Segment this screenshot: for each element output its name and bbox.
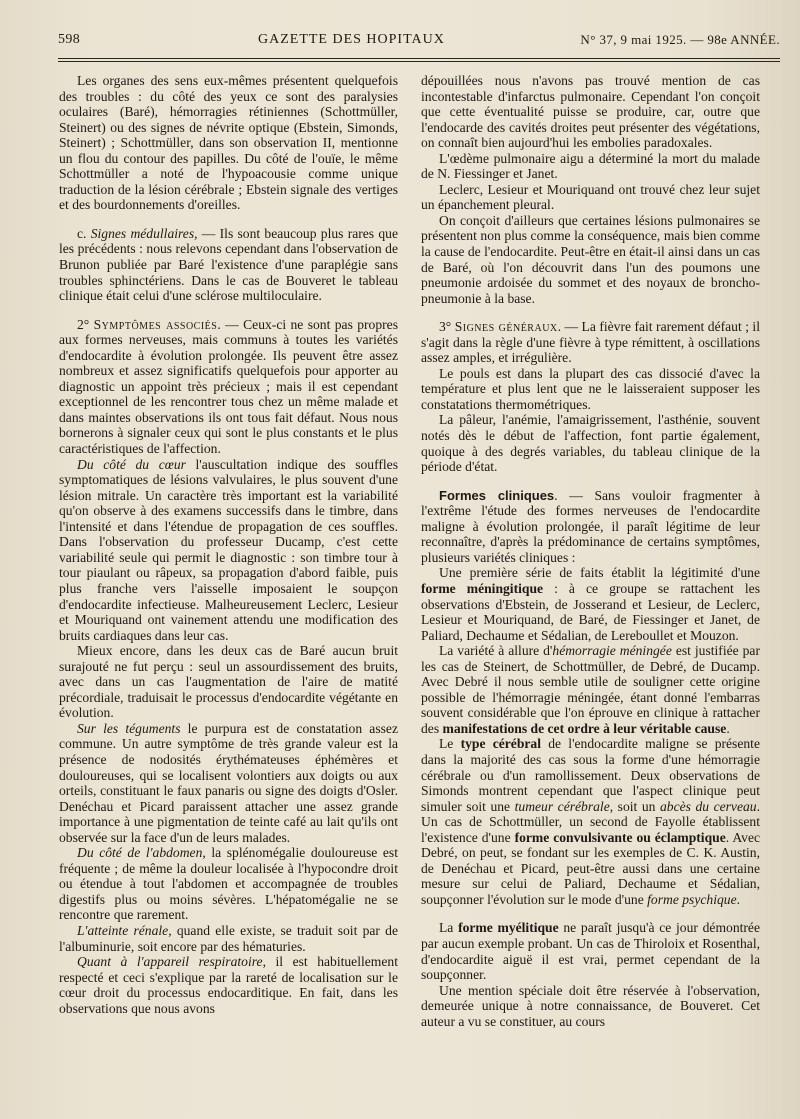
emphasis: manifestations de cet ordre à leur véritable cause (442, 720, 727, 736)
paragraph (59, 923, 398, 954)
paragraph (59, 721, 398, 845)
paragraph-text: , il est habituellement respecté et ceci s'explique par la rareté de localisation sur le cœur droit du processus endocarditique. En fait, dans les observations que nous avons (59, 954, 398, 1016)
subsection-heading: Sur les téguments (77, 720, 181, 736)
left-column (59, 73, 398, 1016)
section-heading: Signes généraux (454, 319, 558, 335)
form-name: forme méningitique (421, 580, 544, 596)
emphasis: forme psychique (647, 891, 737, 907)
paragraph (59, 845, 398, 923)
paragraph: La forme myélitique ne paraît jusqu'à ce jour démontrée par aucun exemple probant. Un cas de Thiroloix et Rosenthal, d'endocardite aiguë il est vrai, permet cependant de la soupçonner. (421, 920, 760, 983)
running-header (58, 30, 780, 54)
paragraph: On conçoit d'ailleurs que certaines lésions pulmonaires se présentent non plus comme la conséquence, mais bien comme la cause de l'endocardite. Peut-être en était-il ainsi dans un cas de Baré, où l'on découvrit dans l'un des poumons une pneumonie ardoisée du sommet et des noyaux de broncho-pneumonie à la base. (421, 212, 760, 306)
header-rule-bottom (58, 61, 780, 62)
form-name: forme convulsivante ou éclamptique (514, 829, 726, 845)
paragraph-text: . — La fièvre fait rarement défaut ; il s'agit dans la règle d'une fièvre à type rémittent, à oscillations assez amples, et irrégulière. (421, 319, 760, 366)
paragraph-text: , la splénomégalie douloureuse est fréquente ; de même la douleur localisée à l'hypocondre droit ou étendue à tout l'abdomen et accompagnée de troubles digestifs plus ou moins sévères. L'hépatomégalie ne se rencontre que rarement. (59, 845, 398, 923)
emphasis: tumeur cérébrale (514, 798, 610, 814)
paragraph: La pâleur, l'anémie, l'amaigrissement, l'asthénie, souvent notés dès le début de l'affection, font partie également, quoique à des degrés variables, du tableau clinique de la période d'état. (421, 412, 760, 475)
paragraph: dépouillées nous n'avons pas trouvé mention de cas incontestable d'infarctus pulmonaire. Cependant l'on conçoit que cette éventualité puisse se produire, car, outre que l'endocarde des cavités droites peut présenter des végétations, on connaît bien aujourd'hui les embolies paradoxales. (421, 73, 760, 151)
section-heading: Formes cliniques (439, 487, 555, 503)
subsection-heading: L'atteinte rénale (77, 922, 169, 938)
paragraph-text: , quand elle existe, se traduit soit par de l'albuminurie, soit encore par des hématuries. (59, 922, 398, 954)
paragraph-text: , — Ils sont beaucoup plus rares que les précédents : nous relevons cependant dans l'observation de Brunon publiée par Baré l'existence d'une paraplégie sans troubles sphinctériens. Dans le cas de Bouveret le tableau clinique était celui d'une sclérose multiloculaire. (59, 225, 398, 304)
paragraph (421, 488, 760, 566)
subsection-heading: Quant à l'appareil respiratoire (77, 954, 263, 970)
section-marker: c. (77, 225, 91, 241)
journal-title: GAZETTE DES HOPITAUX (258, 32, 445, 47)
subsection-heading: Du côté du cœur (77, 456, 186, 472)
form-name: hémorragie méningée (552, 643, 672, 659)
section-heading: Signes médullaires (90, 225, 195, 241)
paragraph (59, 226, 398, 304)
section-marker: 2° (77, 316, 94, 332)
paragraph: Leclerc, Lesieur et Mouriquand ont trouvé chez leur sujet un épanchement pleural. (421, 181, 760, 213)
paragraph (59, 317, 398, 457)
subsection-heading: Du côté de l'abdomen (77, 845, 203, 861)
paragraph: Une première série de faits établit la légitimité d'une forme méningitique : à ce groupe se rattachent les observations d'Ebstein, de Josserand et Lesieur, de Leclerc, Lesieur et Mouriquand, de Baré, de Fiessinger et Janet, de Paliard, Dechaume et Sédalian, de Lereboullet et Mouzon. (421, 565, 760, 643)
emphasis: abcès du cerveau (659, 798, 757, 814)
paragraph: Les organes des sens eux-mêmes présentent quelquefois des troubles : du côté des yeux ce sont des paralysies oculaires (Baré), hémorragies rétiniennes (Schottmüller, Steinert) ou des signes de névrite optique (Ebstein, Simonds, Steinert) ; Schottmüller, dans son observation II, mentionne un flou du contour des papilles. Du côté de l'ouïe, le même Schottmüller a noté de l'hypoacousie comme unique traduction de la lésion cérébrale ; Ebstein signale des vertiges et des bourdonnements d'oreilles. (59, 73, 398, 213)
paragraph (59, 954, 398, 1016)
paragraph: Le pouls est dans la plupart des cas dissocié d'avec la température et plus lent que ne le laisseraient supposer les constatations thermométriques. (421, 365, 760, 412)
paragraph-text: l'auscultation indique des souffles symptomatiques de lésions valvulaires, le plus souvent d'une lésion mitrale. Un caractère très important est la variabilité qu'on observe à des examens successifs dans le timbre, dans l'intensité et dans l'étendue de propagation de ces souffles. Dans l'observation du professeur Ducamp, c'est cette variabilité seule qui permit le diagnostic : son timbre tour à tour piaulant ou râpeux, sa propagation d'abord faible, puis plus franche vers l'aisselle imposaient le soupçon d'endocardite infectieuse. Malheureusement Leclerc, Lesieur et Mouriquand ont vainement attendu une modification des bruits cardiaques dans leur cas. (59, 456, 398, 643)
paragraph-text: . — Ceux-ci ne sont pas propres aux formes nerveuses, mais communs à toutes les variétés d'endocardite à évolution prolongée. Ils peuvent être assez nombreux et assez significatifs quelquefois pour apporter au diagnostic un appoint très précieux ; mais il est cependant exceptionnel de les rencontrer tous chez un même malade et dans maintes observations ils ont tous fait défaut. Nous nous bornerons à signaler ceux qui sont le plus constants et le plus caractéristiques de l'affection. (59, 316, 399, 457)
paragraph (421, 319, 760, 366)
issue-info: N° 37, 9 mai 1925. — 98e ANNÉE. (580, 32, 780, 47)
section-heading: Symptômes associés (93, 316, 218, 332)
header-rule-top (58, 58, 780, 59)
paragraph (59, 457, 398, 644)
form-name: type cérébral (460, 736, 542, 752)
paragraph: Mieux encore, dans les deux cas de Baré aucun bruit surajouté ne fut perçu : seul un assourdissement des bruits, avec dans un cas l'augmentation de l'aire de matité précordiale, traduisait le processus d'endocardite végétante en évolution. (59, 643, 398, 721)
paragraph-text: . — Sans vouloir fragmenter à l'extrême l'étude des formes nerveuses de l'endocardite maligne à évolution prolongée, il paraît légitime de leur reconnaître, d'après la prédominance de certains symptômes, plusieurs variétés cliniques : (421, 487, 761, 565)
page-number: 598 (58, 32, 81, 47)
section-marker: 3° (439, 319, 455, 335)
paragraph: L'œdème pulmonaire aigu a déterminé la mort du malade de N. Fiessinger et Janet. (421, 150, 760, 182)
form-name: forme myélitique (458, 920, 559, 936)
paragraph: La variété à allure d'hémorragie méningée est justifiée par les cas de Steinert, de Schottmüller, de Debré, de Ducamp. Avec Debré il nous semble utile de souligner cette origine possible de l'hémorragie méningée, étant donné l'embarras souvent considérable que l'on éprouve en clinique à rattacher des manifestations de cet ordre à leur véritable cause. (421, 643, 760, 736)
right-column (421, 73, 760, 1029)
paragraph-text: le purpura est de constatation assez commune. Un autre symptôme de très grande valeur est la présence de nodosités érythémateuses éphémères et douloureuses, qui se localisent volontiers aux doigts ou aux orteils, constituant le faux panaris ou signe des doigts d'Osler. Denéchau et Picard paraissent attacher une assez grande importance à une pigmentation de teinte café au lait qu'ils ont observée sur la face d'un de leurs malades. (59, 720, 398, 845)
paragraph: Le type cérébral de l'endocardite maligne se présente dans la majorité des cas sous la forme d'une hémorragie cérébrale ou d'un ramollissement. Deux observations de Simonds montrent cependant que l'aspect clinique peut simuler soit une tumeur cérébrale, soit un abcès du cerveau. Un cas de Schottmüller, un second de Fayolle établissent l'existence d'une forme convulsivante ou éclamptique. Avec Debré, on peut, se fondant sur les exemples de C. K. Austin, de Denéchau et Picard, peut-être aussi dans une certaine mesure sur celui de Paliard, Dechaume et Sédalian, soupçonner l'évolution sur le mode d'une forme psychique. (421, 736, 761, 907)
paragraph: Une mention spéciale doit être réservée à l'observation, demeurée unique à notre connaissance, de Bouveret. Cet auteur a vu se constituer, au cours (421, 982, 760, 1029)
